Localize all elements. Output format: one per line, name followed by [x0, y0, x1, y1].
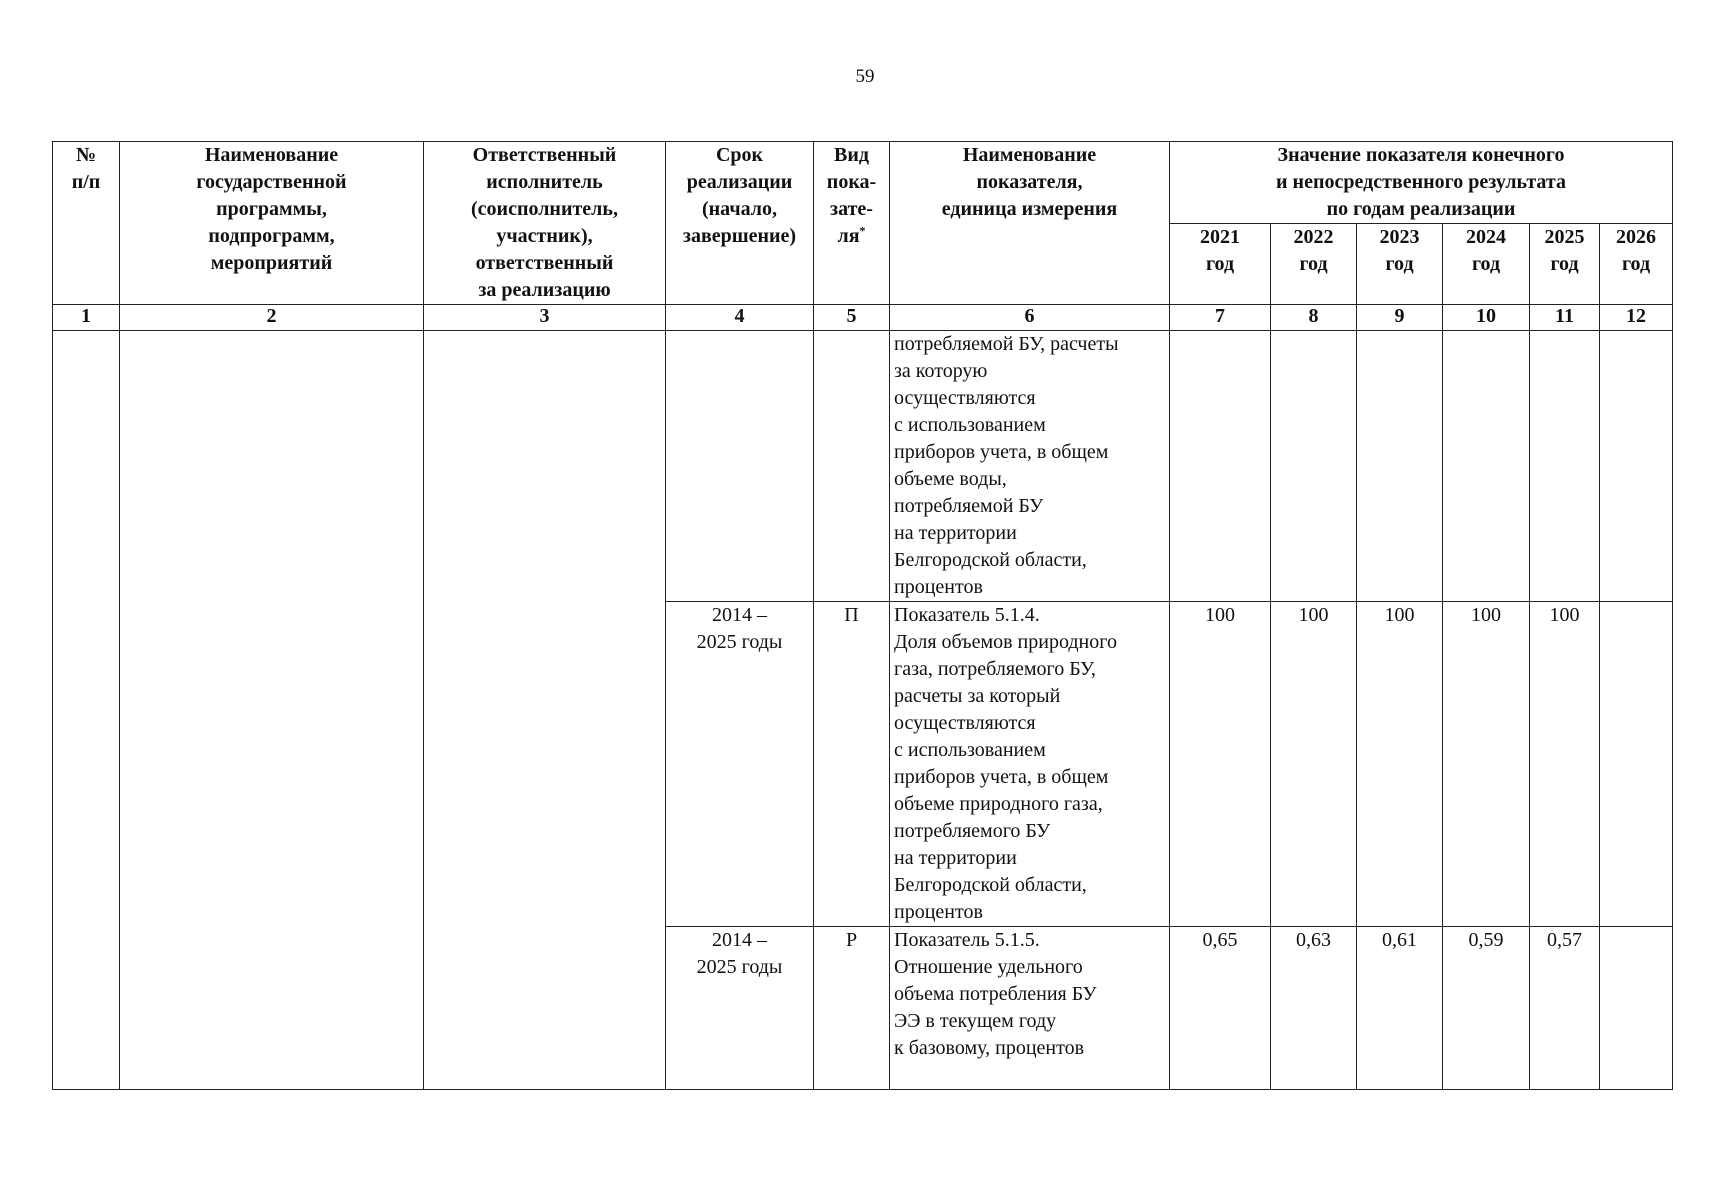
column-number: 5 [814, 305, 890, 331]
cell-value-2024: 0,59 [1443, 927, 1530, 1090]
cell-value-2025 [1530, 331, 1600, 602]
column-number: 4 [666, 305, 814, 331]
header-year-2024: 2024 год [1443, 224, 1530, 305]
cell-value-2023: 100 [1357, 602, 1443, 927]
cell-value-2026 [1600, 331, 1673, 602]
column-number: 6 [890, 305, 1170, 331]
header-num: № п/п [53, 142, 120, 305]
column-number: 8 [1271, 305, 1357, 331]
header-year-2021: 2021 год [1170, 224, 1271, 305]
cell-value-2023: 0,61 [1357, 927, 1443, 1090]
header-executor: Ответственный исполнитель (соисполнитель, участник), ответственный за реализацию [424, 142, 666, 305]
cell-value-2021 [1170, 331, 1271, 602]
cell-value-2025: 100 [1530, 602, 1600, 927]
header-year-2022: 2022 год [1271, 224, 1357, 305]
header-indicator-type-text: Вид пока- зате- ля [826, 144, 877, 247]
header-values: Значение показателя конечного и непосредственного результата по годам реализации [1170, 142, 1673, 224]
column-number: 12 [1600, 305, 1673, 331]
cell-value-2024: 100 [1443, 602, 1530, 927]
cell-term: 2014 – 2025 годы [666, 927, 814, 1090]
cell-indicator: Показатель 5.1.4. Доля объемов природного газа, потребляемого БУ, расчеты за который осуществляются с использованием приборов учета, в общем объеме природного газа, потребляемого БУ на территории Белгородской области, процентов [890, 602, 1170, 927]
cell-value-2026 [1600, 927, 1673, 1090]
cell-value-2022: 100 [1271, 602, 1357, 927]
cell-value-2022: 0,63 [1271, 927, 1357, 1090]
header-indicator-type [814, 142, 890, 305]
cell-value-2024 [1443, 331, 1530, 602]
cell-value-2025: 0,57 [1530, 927, 1600, 1090]
cell-term [666, 331, 814, 602]
cell-indicator: потребляемой БУ, расчеты за которую осуществляются с использованием приборов учета, в общем объеме воды, потребляемой БУ на территории Белгородской области, процентов [890, 331, 1170, 602]
cell-indicator: Показатель 5.1.5. Отношение удельного объема потребления БУ ЭЭ в текущем году к базовому, процентов [890, 927, 1170, 1090]
cell-value-2026 [1600, 602, 1673, 927]
column-number: 2 [120, 305, 424, 331]
header-term: Срок реализации (начало, завершение) [666, 142, 814, 305]
cell-type: Р [814, 927, 890, 1090]
cell-type [814, 331, 890, 602]
column-number: 11 [1530, 305, 1600, 331]
header-indicator-name: Наименование показателя, единица измерения [890, 142, 1170, 305]
cell-value-2023 [1357, 331, 1443, 602]
column-number: 10 [1443, 305, 1530, 331]
cell-num [53, 331, 120, 1090]
cell-value-2022 [1271, 331, 1357, 602]
column-number: 1 [53, 305, 120, 331]
column-number: 7 [1170, 305, 1271, 331]
cell-term: 2014 – 2025 годы [666, 602, 814, 927]
cell-type: П [814, 602, 890, 927]
column-number: 3 [424, 305, 666, 331]
cell-program-name [120, 331, 424, 1090]
cell-executor [424, 331, 666, 1090]
column-number: 9 [1357, 305, 1443, 331]
footnote-mark: * [859, 223, 866, 238]
table-row [53, 331, 1673, 602]
header-year-2025: 2025 год [1530, 224, 1600, 305]
header-year-2023: 2023 год [1357, 224, 1443, 305]
page-number: 59 [855, 66, 875, 87]
cell-value-2021: 100 [1170, 602, 1271, 927]
indicators-table [52, 141, 1673, 1090]
cell-value-2021: 0,65 [1170, 927, 1271, 1090]
header-year-2026: 2026 год [1600, 224, 1673, 305]
header-program-name: Наименование государственной программы, подпрограмм, мероприятий [120, 142, 424, 305]
